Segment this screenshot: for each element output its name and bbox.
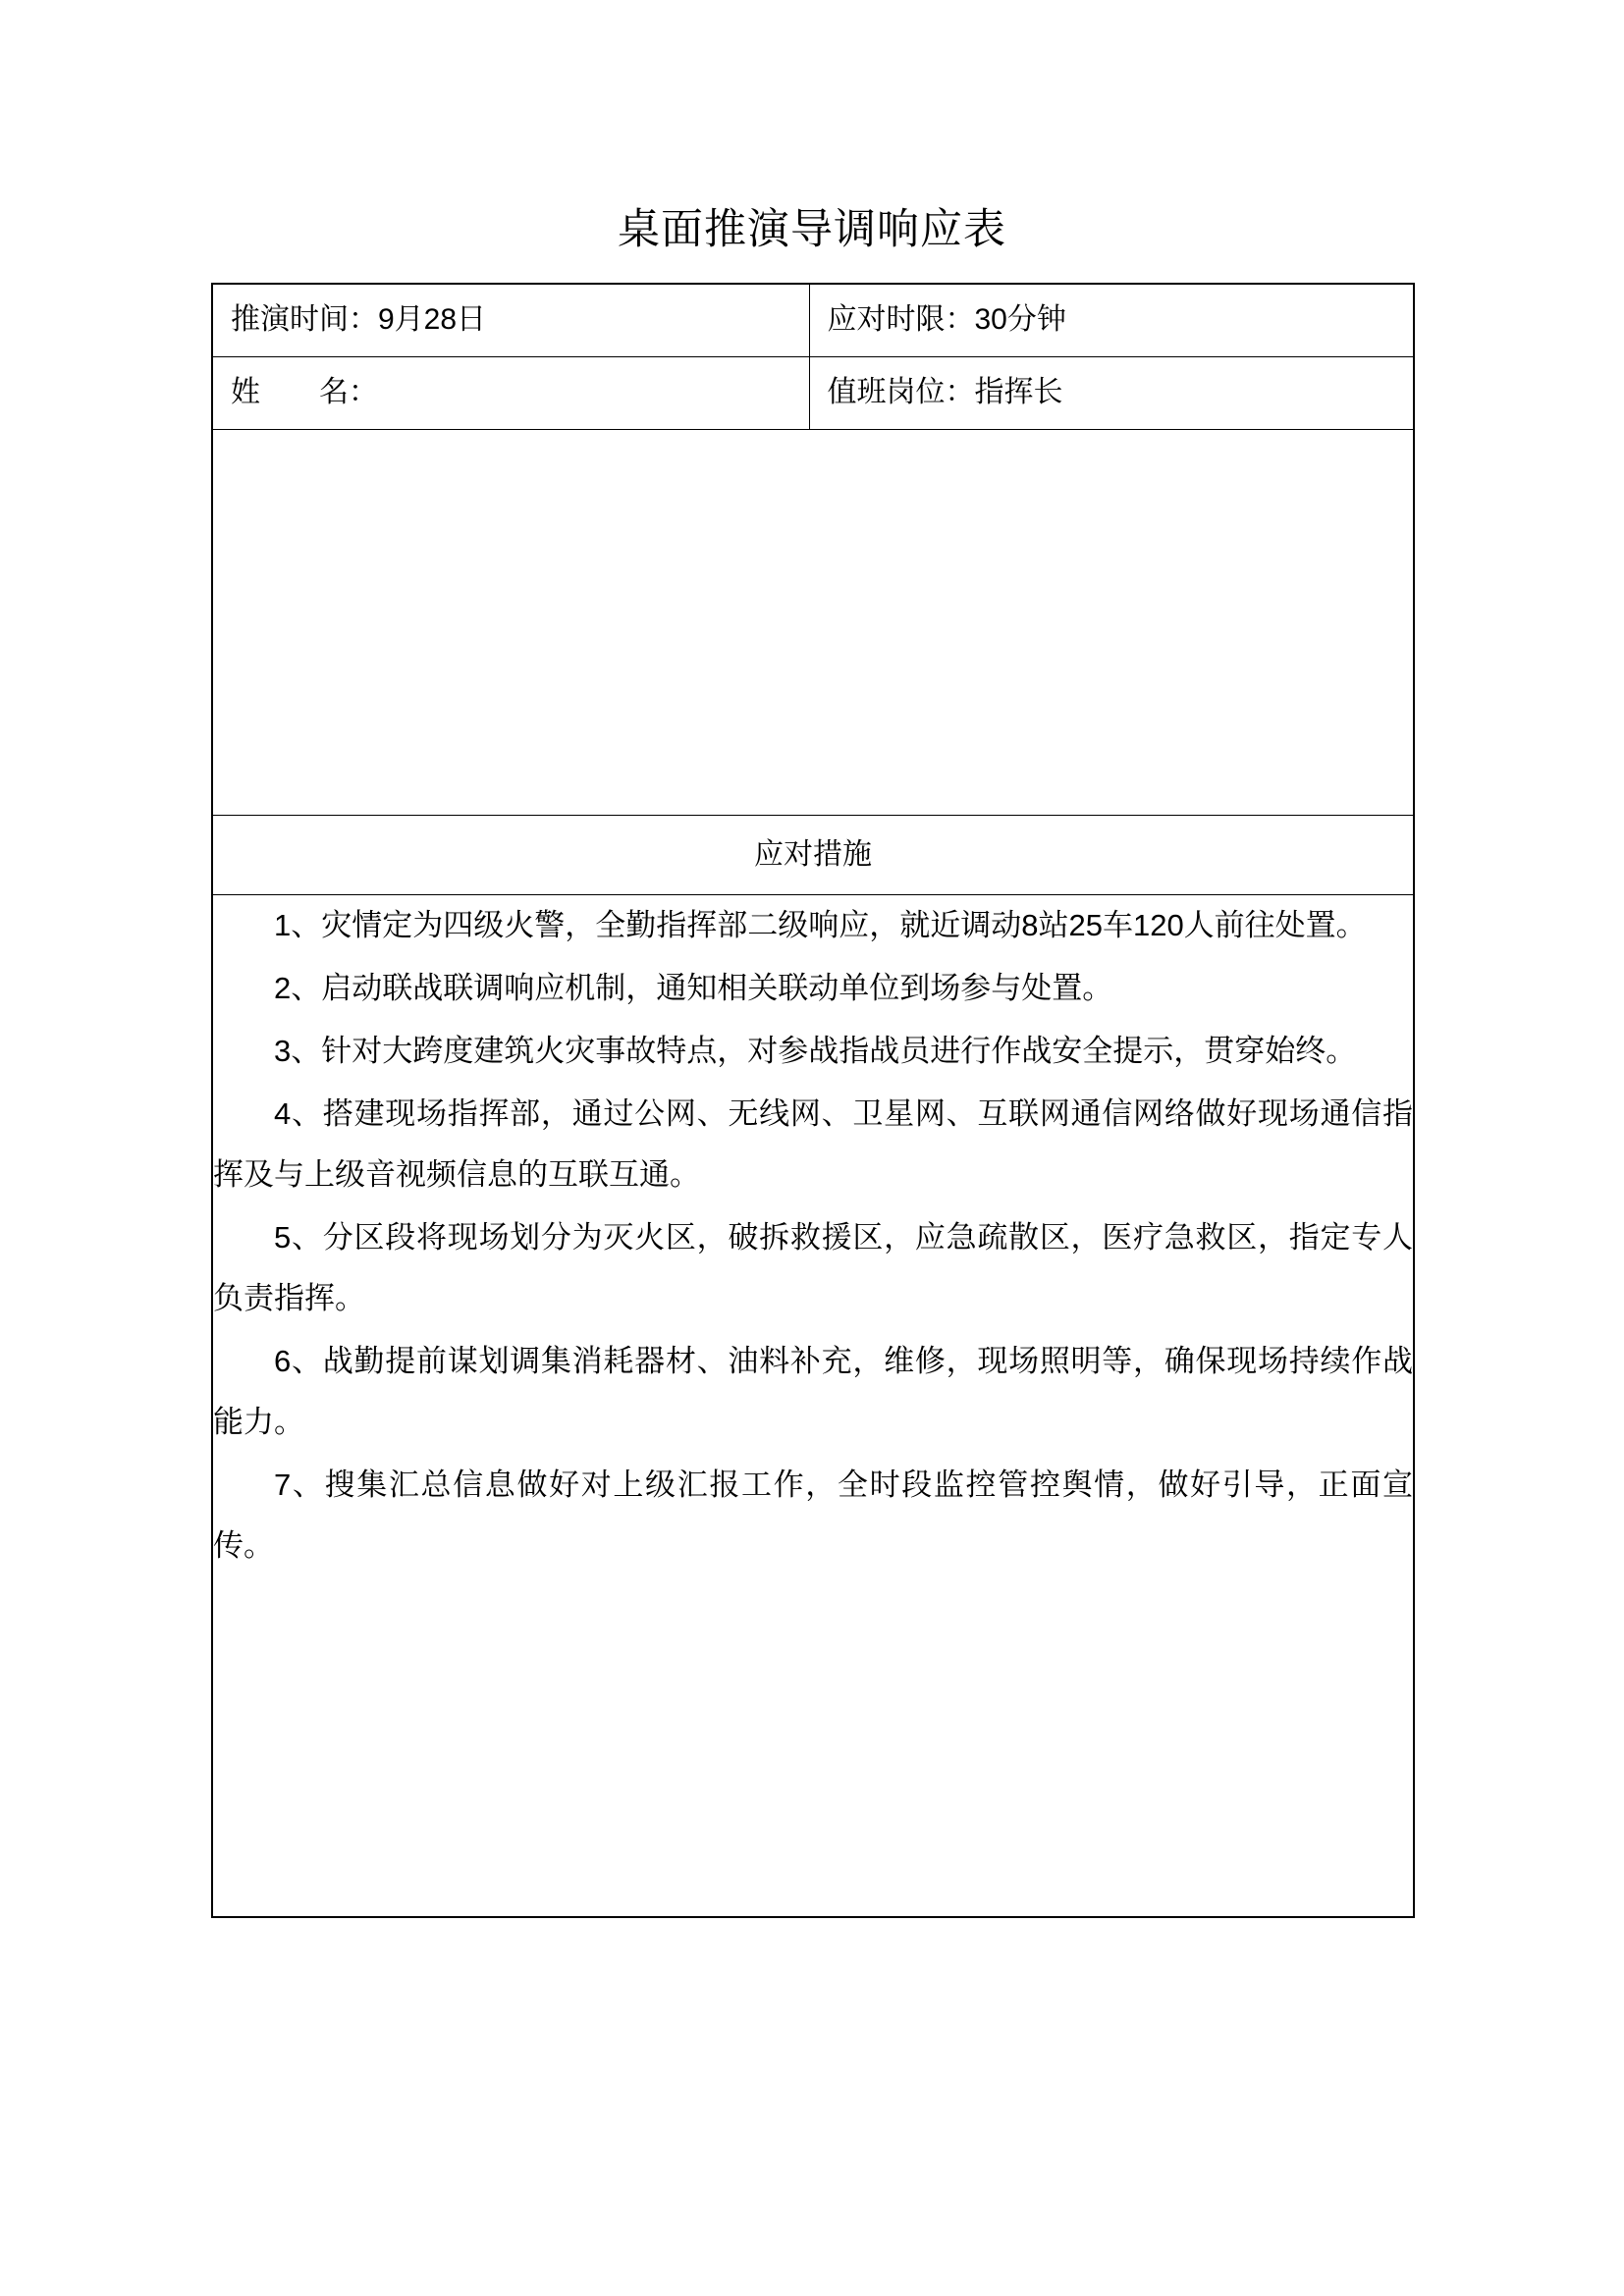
response-deadline-label: 应对时限：30分钟 bbox=[827, 303, 1066, 336]
cell-duty-position bbox=[809, 356, 1414, 429]
page-title: 桌面推演导调响应表 bbox=[618, 206, 1006, 253]
name-label: 姓 名： bbox=[231, 375, 378, 408]
measure-item-5: 5、分区段将现场划分为灭火区，破拆救援区，应急疏散区，医疗急救区，指定专人负责指挥。 bbox=[213, 1219, 1413, 1315]
measure-item-2: 2、启动联战联调响应机制，通知相关联动单位到场参与处置。 bbox=[274, 970, 1113, 1005]
table-row-name bbox=[212, 356, 1414, 429]
table-row-exercise-time bbox=[212, 284, 1414, 356]
measure-item-4: 4、搭建现场指挥部，通过公网、无线网、卫星网、互联网通信网络做好现场通信指挥及与上级音视频信息的互联互通。 bbox=[213, 1095, 1413, 1192]
cell-scenario-blank[interactable] bbox=[212, 429, 1414, 815]
duty-position-label: 值班岗位：指挥长 bbox=[827, 375, 1063, 408]
exercise-time-label: 推演时间：9月28日 bbox=[231, 303, 487, 336]
measures-header-label: 应对措施 bbox=[754, 837, 872, 871]
response-form-table bbox=[211, 283, 1415, 1918]
table-row-measures-body bbox=[212, 894, 1414, 1917]
table-row-scenario bbox=[212, 429, 1414, 815]
table-row-measures-header bbox=[212, 815, 1414, 894]
cell-measures-body bbox=[212, 894, 1414, 1917]
cell-exercise-time bbox=[212, 284, 809, 356]
cell-name bbox=[212, 356, 809, 429]
measure-item-1: 1、灾情定为四级火警，全勤指挥部二级响应，就近调动8站25车120人前往处置。 bbox=[274, 907, 1367, 942]
measure-item-7: 7、搜集汇总信息做好对上级汇报工作，全时段监控管控舆情，做好引导，正面宣传。 bbox=[213, 1467, 1413, 1563]
cell-measures-header bbox=[212, 815, 1414, 894]
measure-item-3: 3、针对大跨度建筑火灾事故特点，对参战指战员进行作战安全提示，贯穿始终。 bbox=[274, 1033, 1357, 1068]
cell-response-deadline bbox=[809, 284, 1414, 356]
measure-item-6: 6、战勤提前谋划调集消耗器材、油料补充，维修，现场照明等，确保现场持续作战能力。 bbox=[213, 1343, 1413, 1439]
